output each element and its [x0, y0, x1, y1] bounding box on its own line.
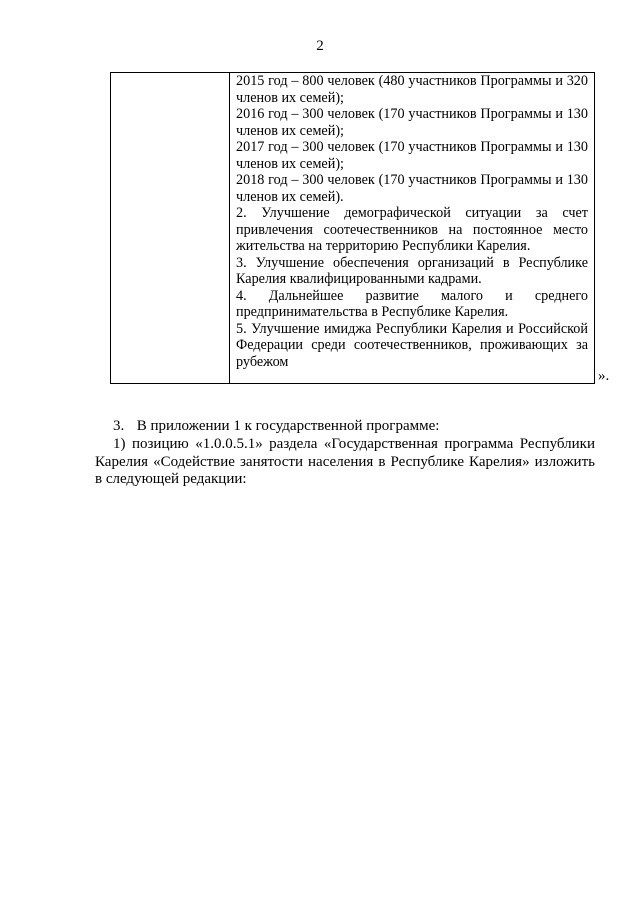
cell-paragraph-2015: 2015 год – 800 человек (480 участников Программы и 320 членов их семей); [236, 73, 588, 106]
section-item-3-text: В приложении 1 к государственной программе: [136, 418, 440, 434]
subitem-1-line-3: в следующей редакции: [95, 471, 247, 487]
cell-paragraph-2017: 2017 год – 300 человек (170 участников Программы и 130 членов их семей); [236, 139, 588, 172]
table-left-cell [111, 73, 230, 384]
subitem-1-line-1: 1) позицию «1.0.0.5.1» раздела «Государственная программа Республики [113, 436, 595, 452]
cell-paragraph-2016: 2016 год – 300 человек (170 участников Программы и 130 членов их семей); [236, 106, 588, 139]
cell-paragraph-demography: 2. Улучшение демографической ситуации за счет привлечения соотечественников на постоянное место жительства на территорию Республики Карелия. [236, 205, 588, 254]
subitem-1-line-2: Карелия «Содействие занятости населения в Республике Карелия» изложить [95, 453, 595, 470]
closing-quote: ». [598, 368, 610, 384]
section-subitem-1 [95, 436, 595, 489]
cell-paragraph-staffing: 3. Улучшение обеспечения организаций в Республике Карелия квалифицированными кадрами. [236, 254, 588, 287]
cell-paragraph-image: 5. Улучшение имиджа Республики Карелия и Российской Федерации среди соотечественников, проживающих за рубежом [236, 320, 588, 370]
page-number: 2 [316, 38, 324, 54]
cell-paragraph-business: 4. Дальнейшее развитие малого и среднего предпринимательства в Республике Карелия. [236, 287, 588, 320]
table-right-cell-text [236, 73, 588, 370]
table-right-cell [230, 73, 595, 384]
section-item-3 [113, 418, 593, 436]
table-row [111, 73, 595, 384]
program-table [110, 72, 595, 384]
cell-paragraph-2018: 2018 год – 300 человек (170 участников Программы и 130 членов их семей). [236, 172, 588, 205]
section-item-3-number: 3. [113, 418, 125, 434]
